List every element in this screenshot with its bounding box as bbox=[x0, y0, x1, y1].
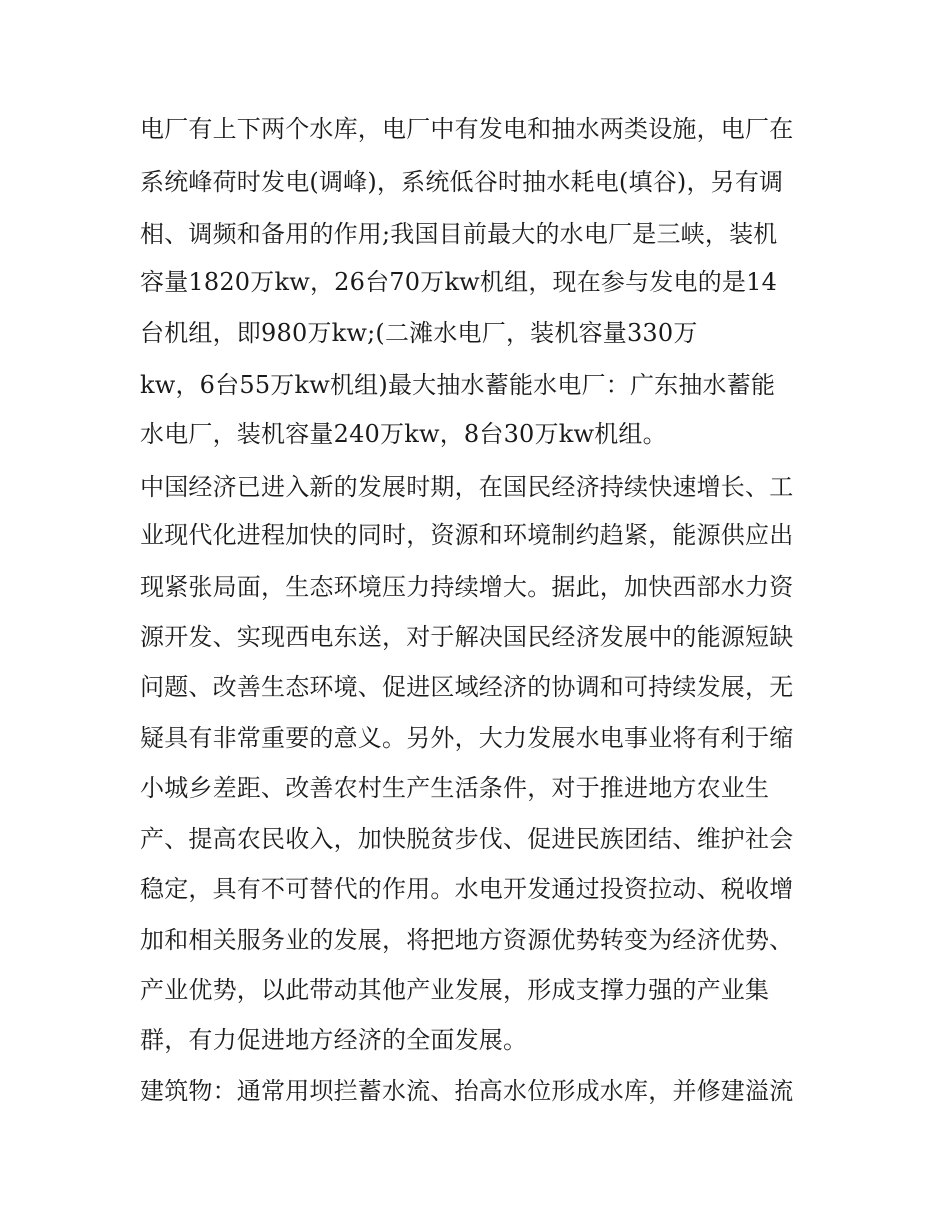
text-line: 稳定，具有不可替代的作用。水电开发通过投资拉动、税收增 bbox=[140, 875, 794, 903]
text-line: 业现代化进程加快的同时，资源和环境制约趋紧，能源供应出 bbox=[140, 521, 794, 549]
text-line: 产、提高农民收入，加快脱贫步伐、促进民族团结、维护社会 bbox=[140, 825, 794, 853]
text-line: 加和相关服务业的发展，将把地方资源优势转变为经济优势、 bbox=[140, 926, 794, 954]
text-line: 现紧张局面，生态环境压力持续增大。据此，加快西部水力资 bbox=[140, 573, 794, 601]
text-line: kw，6台55万kw机组)最大抽水蓄能水电厂：广东抽水蓄能 bbox=[140, 371, 776, 399]
text-line: 水电厂，装机容量240万kw，8台30万kw机组。 bbox=[140, 420, 667, 448]
text-line: 疑具有非常重要的意义。另外，大力发展水电事业将有利于缩 bbox=[140, 724, 794, 752]
text-line: 建筑物：通常用坝拦蓄水流、抬高水位形成水库，并修建溢流 bbox=[140, 1077, 794, 1105]
text-line: 台机组，即980万kw;(二滩水电厂，装机容量330万 bbox=[140, 319, 698, 347]
text-line: 相、调频和备用的作用;我国目前最大的水电厂是三峡，装机 bbox=[140, 220, 778, 248]
text-line: 中国经济已进入新的发展时期，在国民经济持续快速增长、工 bbox=[140, 473, 794, 501]
text-line: 群，有力促进地方经济的全面发展。 bbox=[140, 1026, 528, 1054]
text-line: 系统峰荷时发电(调峰)，系统低谷时抽水耗电(填谷)，另有调 bbox=[140, 168, 784, 196]
text-line: 问题、改善生态环境、促进区域经济的协调和可持续发展，无 bbox=[140, 673, 794, 701]
text-line: 小城乡差距、改善农村生产生活条件，对于推进地方农业生 bbox=[140, 774, 770, 802]
text-line: 电厂有上下两个水库，电厂中有发电和抽水两类设施，电厂在 bbox=[140, 115, 794, 143]
text-line: 产业优势，以此带动其他产业发展，形成支撑力强的产业集 bbox=[140, 976, 770, 1004]
text-line: 源开发、实现西电东送，对于解决国民经济发展中的能源短缺 bbox=[140, 623, 794, 651]
text-line: 容量1820万kw，26台70万kw机组，现在参与发电的是14 bbox=[140, 268, 778, 296]
